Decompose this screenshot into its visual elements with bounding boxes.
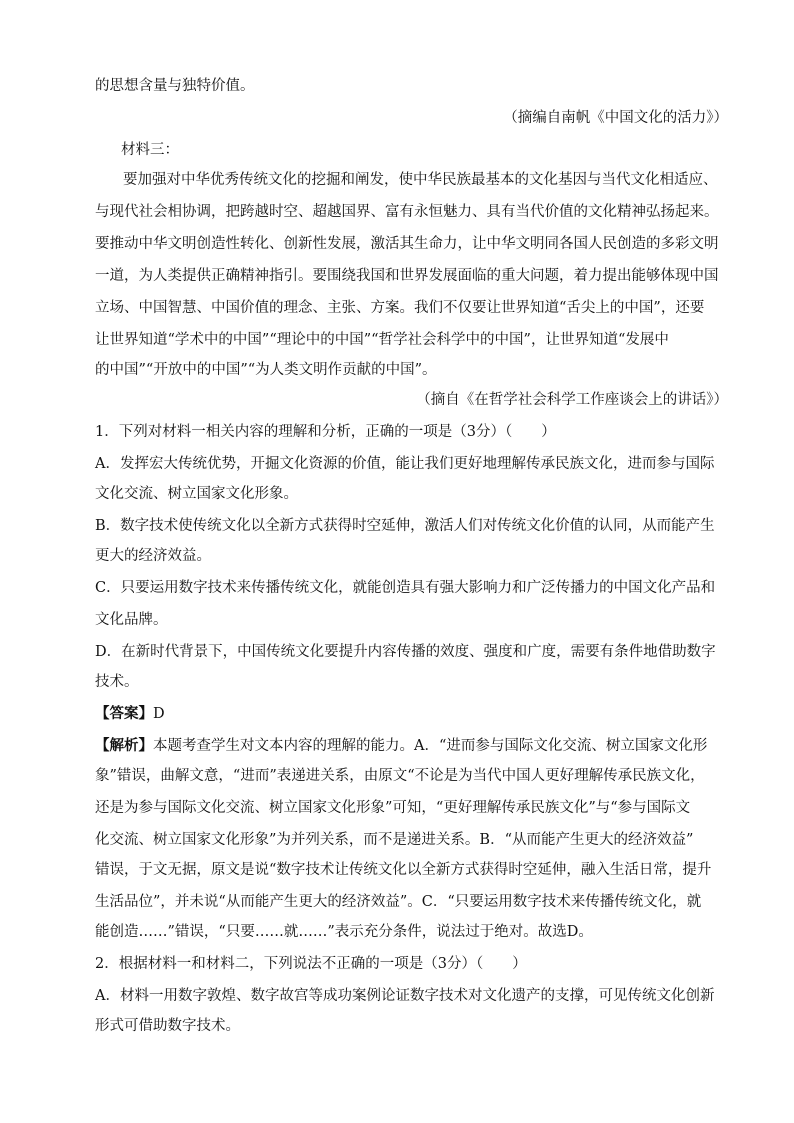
question-1-option-a: A．发挥宏大传统优势，开掘文化资源的价值，能让我们更好地理解传承民族文化，进而参与国际 xyxy=(95,456,715,472)
question-2-option-a: A．材料一用数字敦煌、数字故宫等成功案例论证数字技术对文化遗产的支撑，可见传统文化创新 xyxy=(95,988,715,1004)
question-2-option-a-cont: 形式可借助数字技术。 xyxy=(95,1018,240,1034)
analysis-line: 化交流、树立国家文化形象”为并列关系，而不是递进关系。B．“从而能产生更大的经济效益” xyxy=(95,832,694,848)
analysis-text: 本题考查学生对文本内容的理解的能力。A．“进而参与国际文化交流、树立国家文化形 xyxy=(153,738,708,754)
question-1-option-b-cont: 更大的经济效益。 xyxy=(95,548,211,564)
material3-line: 要加强对中华优秀传统文化的挖掘和阐发，使中华民族最基本的文化基因与当代文化相适应、 xyxy=(123,172,718,188)
material3-line: 要推动中华文明创造性转化、创新性发展，激活其生命力，让中华文明同各国人民创造的多彩文明 xyxy=(95,236,719,252)
material2-source: （摘编自南帆《中国文化的活力》） xyxy=(503,110,728,126)
answer-line xyxy=(95,704,165,724)
question-1-option-a-cont: 文化交流、树立国家文化形象。 xyxy=(95,486,298,502)
material3-line: 让世界知道“学术中的中国”“理论中的中国”“哲学社会科学中的中国”，让世界知道“发展中 xyxy=(95,332,669,348)
material3-source: （摘自《在哲学社会科学工作座谈会上的讲话》） xyxy=(416,392,728,408)
material3-line: 一道，为人类提供正确精神指引。要围绕我国和世界发展面临的重大问题，着力提出能够体现中国 xyxy=(95,268,719,284)
analysis-line: 还是为参与国际文化交流、树立国家文化形象”可知，“更好理解传承民族文化”与“参与国际文 xyxy=(95,800,691,816)
question-2-stem: 2．根据材料一和材料二，下列说法不正确的一项是（3分）（ ） xyxy=(95,956,527,972)
analysis-line: 能创造……”错误，“只要……就……”表示充分条件，说法过于绝对。故选D。 xyxy=(95,924,593,940)
question-1-option-c-cont: 文化品牌。 xyxy=(95,612,168,628)
question-1-stem: 1．下列对材料一相关内容的理解和分析，正确的一项是（3分）（ ） xyxy=(95,424,556,440)
analysis-label: 【解析】 xyxy=(95,737,153,754)
material3-line: 立场、中国智慧、中国价值的理念、主张、方案。我们不仅要让世界知道“舌尖上的中国”，还要 xyxy=(95,300,705,316)
question-1-option-d: D．在新时代背景下，中国传统文化要提升内容传播的效度、强度和广度，需要有条件地借助数字 xyxy=(95,644,716,660)
analysis-line xyxy=(95,736,707,756)
question-1-option-b: B．数字技术使传统文化以全新方式获得时空延伸，激活人们对传统文化价值的认同，从而能产生 xyxy=(95,518,715,534)
answer-value: D xyxy=(153,706,165,722)
material3-line: 的中国”“开放中的中国”“为人类文明作贡献的中国”。 xyxy=(95,362,437,378)
question-1-option-d-cont: 技术。 xyxy=(95,674,139,690)
question-1-option-c: C．只要运用数字技术来传播传统文化，就能创造具有强大影响力和广泛传播力的中国文化产品和 xyxy=(95,580,716,596)
material2-tail: 的思想含量与独特价值。 xyxy=(95,78,255,94)
analysis-line: 生活品位”，并未说“从而能产生更大的经济效益”。C．“只要运用数字技术来传播传统文化，就 xyxy=(95,894,702,910)
material3-line: 与现代社会相协调，把跨越时空、超越国界、富有永恒魅力、具有当代价值的文化精神弘扬起来。 xyxy=(95,204,719,220)
analysis-line: 错误，于文无据，原文是说“数字技术让传统文化以全新方式获得时空延伸，融入生活日常，提升 xyxy=(95,862,712,878)
answer-label: 【答案】 xyxy=(95,705,153,722)
material3-heading: 材料三： xyxy=(121,142,179,158)
analysis-line: 象”错误，曲解文意，“进而”表递进关系，由原文“不论是为当代中国人更好理解传承民族文化， xyxy=(95,768,705,784)
